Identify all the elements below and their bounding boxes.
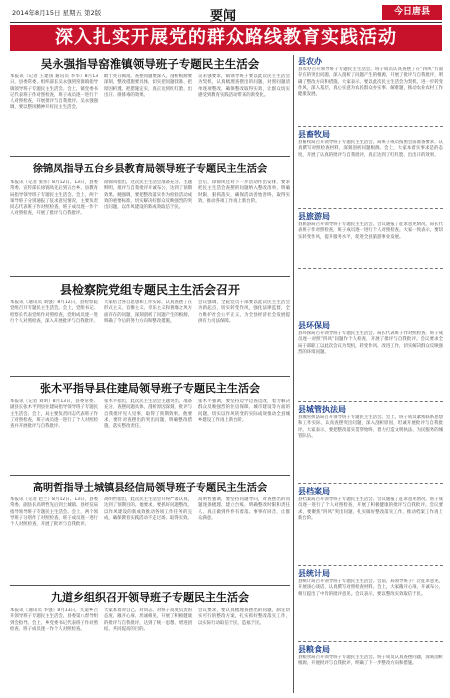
divider (10, 276, 290, 277)
divider (298, 401, 443, 402)
article-column: 会议要求，要认真梳理查摆出的问题，制定切实可行的整改方案，扎实抓好整改落实工作，以实际行动取信于民、造福于民。 (198, 608, 290, 626)
article-column: 本报讯（记者 王建国 通讯员 李华）8月13日，县委常委、组织部长吴永强到窑淮镇指导镇领导班子专题民主生活会。会上，镇党委书记代表班子作对照检查，班子成员逐一进行个人对照检查，开展批评与自我批评。吴永强强调，要以整风精神开好民主生活会， (10, 74, 98, 111)
article-column: 大家结合各自思想和工作实际，认真查摆了在形式主义、官僚主义、享乐主义和奢靡之风方面存在的问题，深刻剖析了问题产生的根源，明确了今后的努力方向和整改措施。 (104, 300, 192, 324)
section-title: 要闻 (210, 9, 237, 24)
divider (10, 376, 290, 377)
article-column: 会后，徐锦凤还对下一步活动作出安排，要求把民主生活会查摆的问题纳入整改清单，明确时限，狠抓落实，确保活动善始善终、取得实效，推动各项工作再上新台阶。 (198, 180, 290, 204)
section-body: 县环保局召开领导班子专题民主生活会。局长代表班子作对照检查，班子成员逐一对照“四风”问题作个人检查，开展了批评与自我批评。会议要求全局干部职工以此次会议为契机，转变作风、改进工作，切实解决群众反映强烈的环境问题。 (298, 331, 443, 355)
divider (298, 268, 443, 269)
article-column: 本报讯（通讯员 李强）8月13日，九道乡召开领导班子专题民主生活会，县委第八督导组到会指导。会上，乡党委书记代表班子作对照检查，班子成员逐一作个人对照检查。 (10, 608, 98, 632)
section-body: 县档案局召开领导班子专题民主生活会。会议通报了征求意见情况，班子成员逐一进行了个人对照检查，开展了积极健康的批评与自我批评。会议要求，要聚焦“四风”突出问题，扎实做好整改落实工作，推动档案工作再上新台阶。 (298, 497, 443, 521)
article-column: 高明哲指出，此次民主生活会开得严肃认真，达到了预期目的。他要求，要抓好问题整改，以作风建设的新成效推动各项工作任务的完成，确保教育实践活动不走过场、取得实效。 (104, 497, 192, 521)
section-body: 县农办召开领导班子专题民主生活会。班子成员认真查摆了在“四风”方面存在的突出问题，深入剖析了问题产生的根源，开展了批评与自我批评，明确了整改方向和措施。大家表示，要以此次民主生活会为契机，进一步转变作风，深入基层，真心实意为农民群众办实事、解难题，推动农业农村工作健康发展。 (298, 67, 443, 98)
column-divider (293, 55, 294, 693)
article-headline: 徐锦凤指导五台乡县教育局领导班子专题民主生活会 (32, 163, 268, 175)
divider (10, 475, 290, 476)
article-headline: 吴永强指导窑淮镇领导班子专题民主生活会 (40, 57, 260, 71)
banner-headline: 深入扎实开展党的群众路线教育实践活动 (10, 25, 442, 51)
article-column: 吴永强要求，镇领导班子要以此次民主生活会为契机，认真梳理查摆出的问题，对照问题清单逐项整改，确保整改取得实效，让群众切实感受到教育实践活动带来的新变化。 (198, 74, 290, 98)
article-column: 徐锦凤指出，这次民主生活会准备充分、主题鲜明，批评与自我批评开诚布公，达到了预期效果。她强调，要把整改落实作为检验活动成效的重要标准，切实解决好群众反映强烈的突出问题，以作风建设的新成效取信于民。 (104, 180, 192, 211)
article-column: 敢于亮丑揭短，查摆问题要深入，剖析根源要深刻，整改措施要具体，切实把问题找准、把原因析透、把措施定实，真正达到红红脸、出出汗、排排毒的效果。 (104, 74, 192, 98)
divider (298, 641, 443, 642)
section-subtitle: 县统计局 (298, 568, 330, 578)
divider (298, 483, 443, 484)
article-headline: 九道乡组织召开领导班子专题民主生活会 (51, 591, 249, 604)
section-subtitle: 县畜牧局 (298, 129, 330, 139)
page-header (10, 4, 442, 23)
section-subtitle: 县粮食局 (298, 644, 330, 654)
article-headline: 张木平指导县住建局领导班子专题民主生活会 (40, 382, 260, 395)
section-body: 县粮食局召开领导班子专题民主生活会。班子成员认真查摆问题，深刻剖析根源，开展批评与自我批评，明确了下一步整改方向和措施。 (298, 655, 443, 667)
section-subtitle: 县环保局 (298, 320, 330, 330)
article-column: 本报讯（记者 赵兰）8月12日、13日，县委常委、副县长高明哲先后到土城镇、县经信局指导领导班子专题民主生活会。会上，两个领导班子分别作了对照检查，班子成员逐一进行个人对照检查，开展了批评与自我批评。 (10, 497, 98, 528)
article-column: 本报讯（记者 张伟）8月12日、13日，县委常委、宣传部长徐锦凤先后到五台乡、县教育局指导领导班子专题民主生活会。会上，两个领导班子分别通报了征求意见情况，主要负责同志代表班子作对照检查，班子成员逐一作个人对照检查，开展了批评与自我批评。 (10, 180, 98, 217)
section-subtitle: 县城管执法局 (298, 404, 346, 414)
section-body: 县城管执法局召开领导班子专题民主生活会。会上，班子成员紧密联系思想和工作实际，认真查摆突出问题，深入剖析原因，坦诚开展批评与自我批评。大家表示，要把整改落实贯穿始终，着力打造文明执法、为民服务的城管队伍。 (298, 415, 443, 439)
article-column: 会议强调，全院党员干部要以此次民主生活会为新起点，切实转变作风，强化法律监督，全力维护社会公平正义，为全县经济社会发展提供有力司法保障。 (198, 300, 290, 324)
article-column: 张木平指出，此次民主生活会主题突出、准备充分，查摆问题具体，剖析原因深刻，批评与自我批评见人见事，取得了预期效果。他要求，要针对查摆出的突出问题，明确整改措施，落实整改责任。 (104, 399, 192, 430)
divider (298, 565, 443, 566)
article-column: 本报讯（记者 刘明）8月13日，县委常委、副县长张木平到县住建局指导领导班子专题民主生活会。会上，局主要负责同志代表班子作了对照检查，班子成员逐一进行了个人对照检查并开展批评与自我批评。 (10, 399, 98, 430)
divider (10, 156, 290, 157)
newspaper-logo: 今日唐县 (382, 5, 442, 20)
article-column: 张木平强调，要坚持边学边查边改，着力解决群众反映强烈的住房保障、城市建设等方面的问题，切实以作风转变的实际成效推动全县城乡建设工作再上新台阶。 (198, 399, 290, 423)
article-column: 大家本着对自己、对同志、对班子高度负责的态度，敞开心扉、坦诚相见，开展了积极健康的批评与自我批评，达到了统一思想、增进团结、共同提高的目的。 (104, 608, 192, 632)
divider (10, 585, 290, 586)
section-body: 县畜牧局召开领导班子专题民主生活会。局班子成员按照会前准备要求，认真撰写对照检查材料，深刻剖析问题根源。会上，大家本着实事求是的态度，开展了认真的批评与自我批评，真正达到了红红脸、出出汗的效果。 (298, 140, 443, 158)
article-headline: 高明哲指导土城镇县经信局领导班子专题民主生活会 (32, 482, 268, 494)
divider (298, 126, 443, 127)
article-column: 本报讯（通讯员 刘强）8月12日，县检察院党组召开专题民主生活会。会上，党组书记、检察长代表党组作对照检查，党组成员逐一进行个人对照检查，深入开展批评与自我批评。 (10, 300, 98, 324)
issue-date: 2014年8月15日 星期五 第2版 (12, 9, 102, 17)
article-headline: 县检察院党组专题民主生活会召开 (59, 283, 240, 297)
divider (298, 208, 443, 209)
section-body: 县统计局召开领导班子专题民主生活会。会前，局领导班子广泛征求意见，开展谈心谈话，认真撰写对照检查材料。会上，大家敞开心扉，开诚布公，相互提出了中肯的批评意见。会议表示，要以整改实效取信于民。 (298, 579, 443, 597)
section-subtitle: 县档案局 (298, 486, 330, 496)
article-column: 高明哲强调，要坚持问题导向，对查摆出的问题逐条梳理、建立台账，明确整改时限和责任人，真正做到件件有着落、事事有回音，让群众满意。 (198, 497, 290, 521)
section-body: 县旅游局召开领导班子专题民主生活会。会议通报了征求意见情况，局长代表班子作对照检查，班子成员逐一进行个人对照检查。大家一致表示，要切实转变作风，提升服务水平，促进全县旅游事业发展。 (298, 222, 443, 240)
section-subtitle: 县农办 (298, 56, 322, 66)
section-subtitle: 县旅游局 (298, 211, 330, 221)
